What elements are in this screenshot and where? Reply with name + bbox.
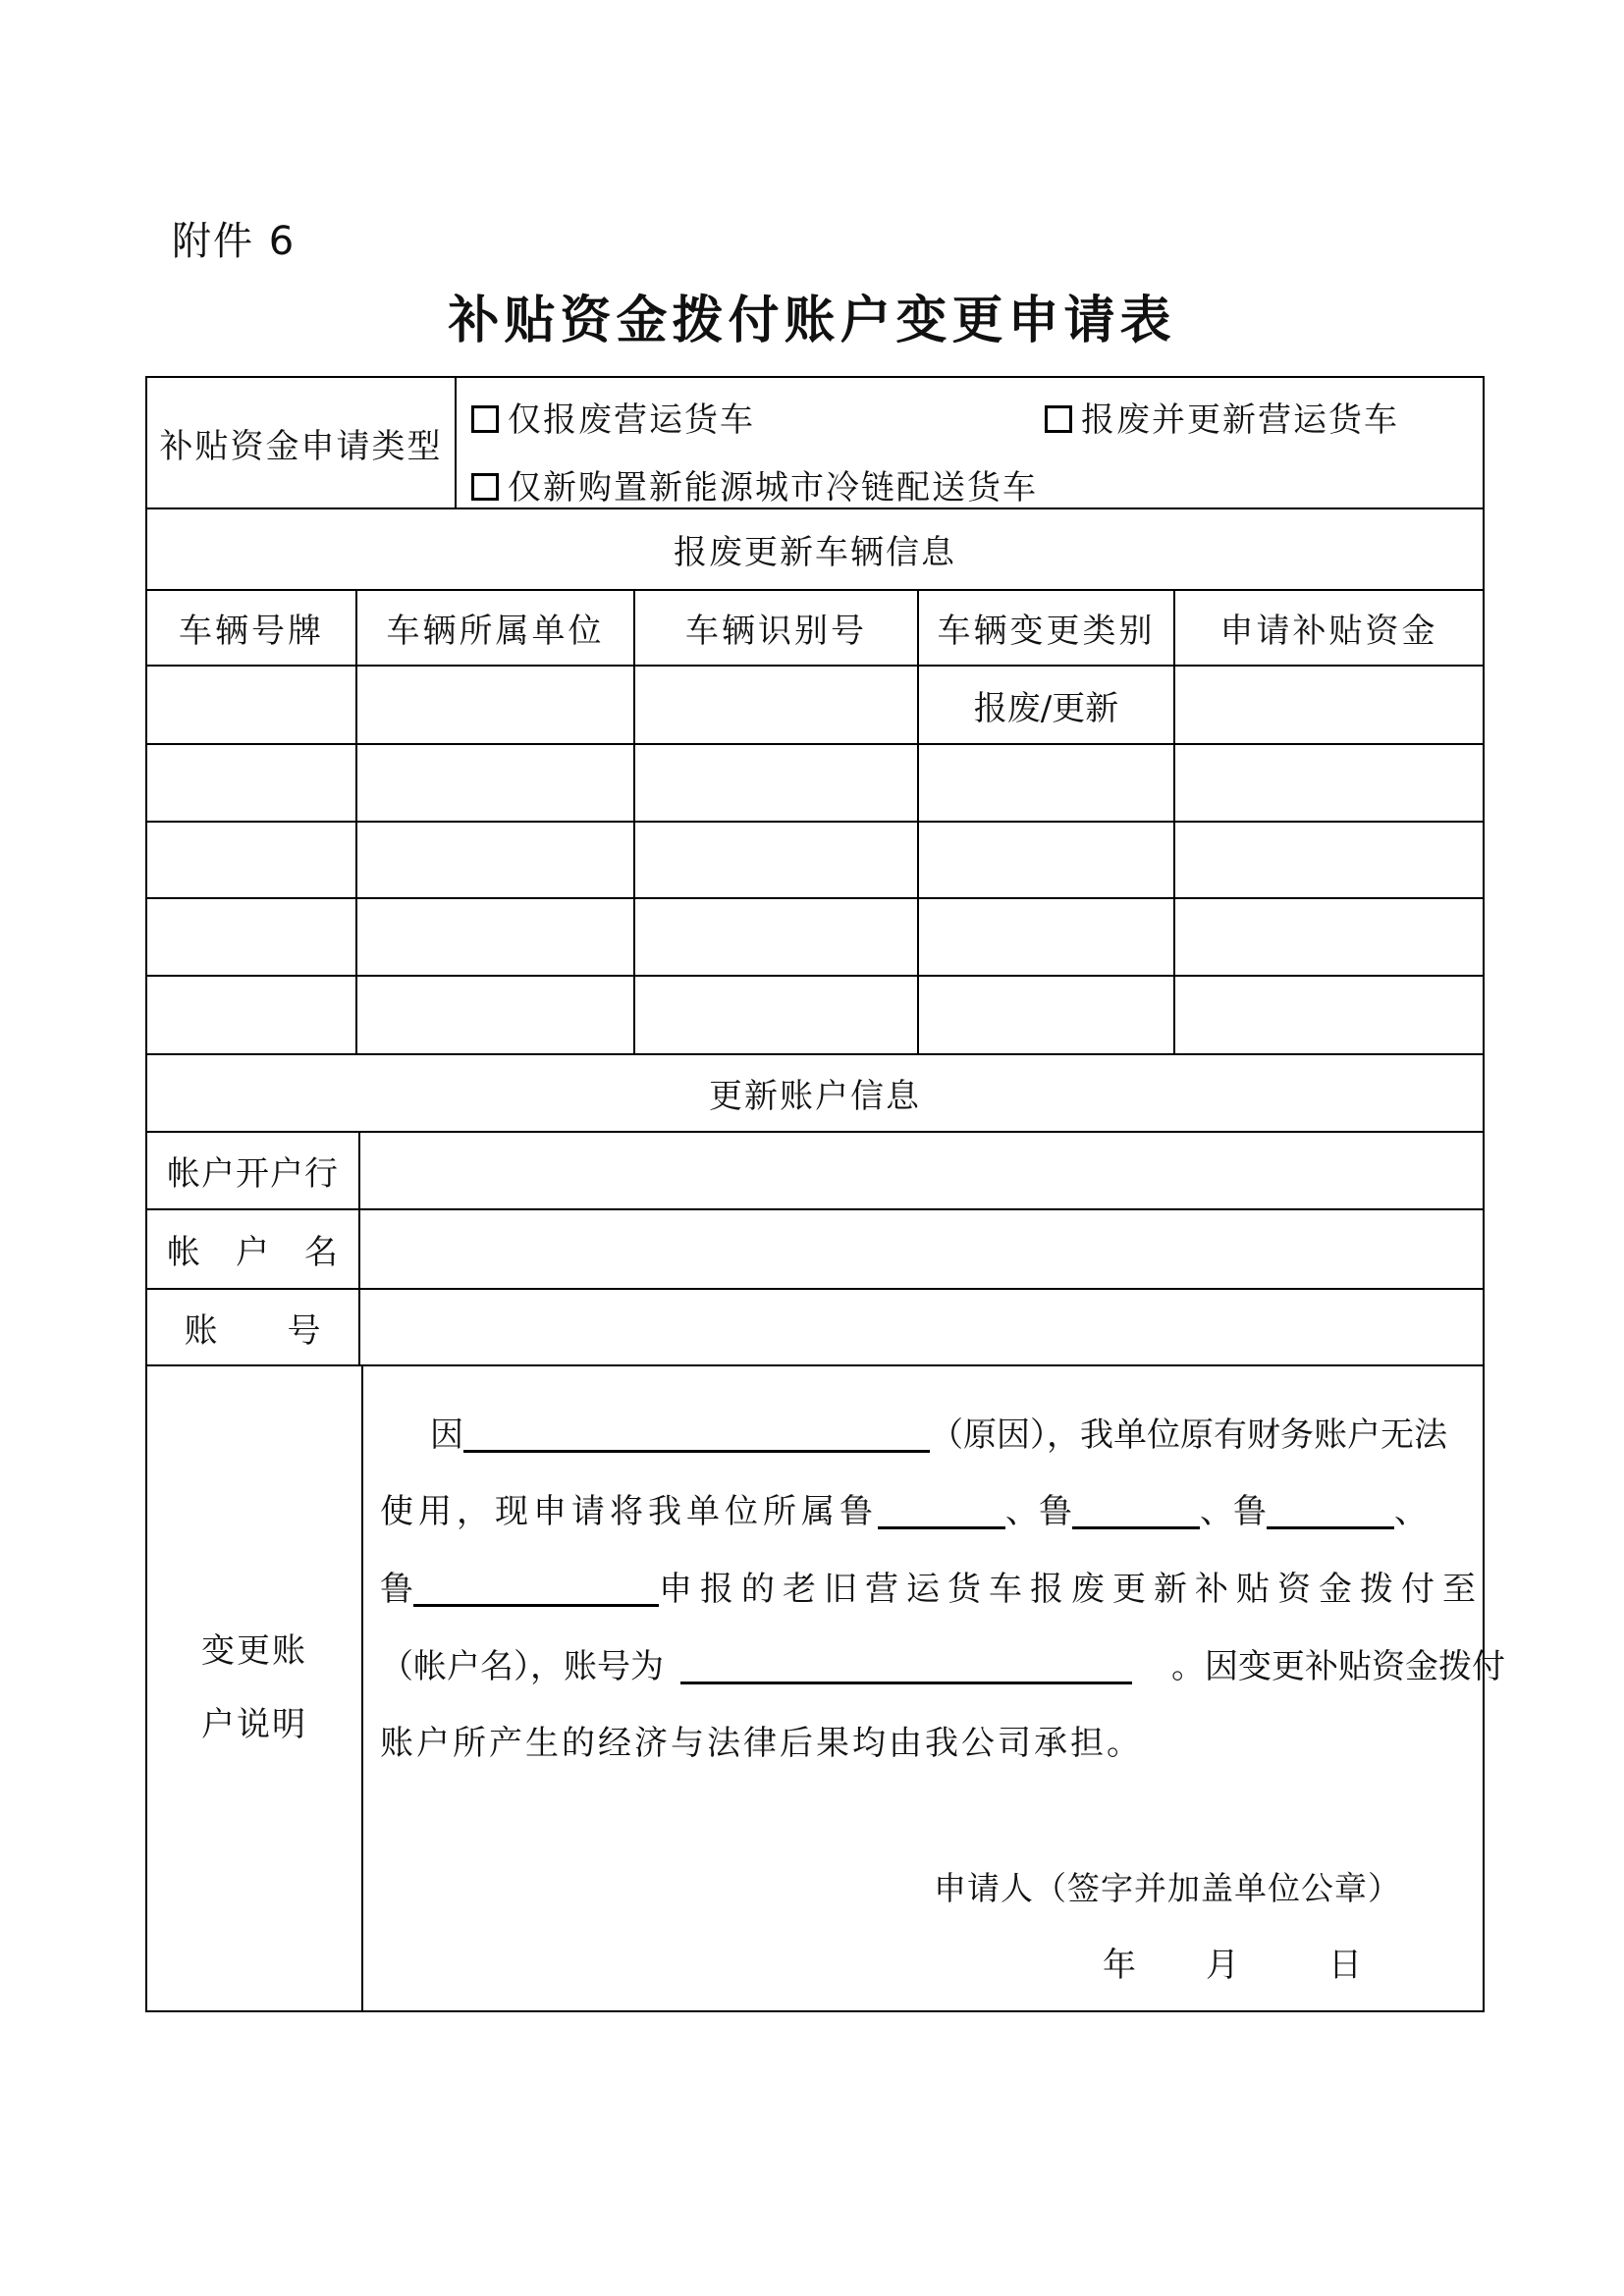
vehicle-cell-vin[interactable] <box>633 745 917 821</box>
attachment-label: 附件 6 <box>172 219 297 264</box>
statement-line-3: 鲁 申报的老旧营运货车报废更新补贴资金拨付至 <box>380 1570 1484 1609</box>
date-year-label: 年 <box>1103 1946 1136 1985</box>
application-form-table <box>145 376 1505 2012</box>
vehicle-cell-plate[interactable] <box>147 745 355 821</box>
vehicle-cell-vin[interactable] <box>633 667 917 743</box>
page-title: 补贴资金拨付账户变更申请表 <box>448 291 1176 350</box>
vehicle-cell-amount[interactable] <box>1173 667 1483 743</box>
vehicle-cell-vin[interactable] <box>633 899 917 975</box>
col-header-subsidy-amount: 申请补贴资金 <box>1173 591 1483 665</box>
statement-line-2: 使用，现申请将我单位所属鲁 、鲁 、鲁 、 <box>380 1492 1428 1531</box>
vehicle-section-title-cell <box>147 509 1483 589</box>
col-header-owner: 车辆所属单位 <box>355 591 633 665</box>
vehicle-cell-plate[interactable] <box>147 823 355 897</box>
vehicle-cell-owner[interactable] <box>355 667 633 743</box>
plate-blank[interactable] <box>413 1574 659 1607</box>
account-number-label-cell: 账 号 <box>184 1310 322 1351</box>
col-header-change-type: 车辆变更类别 <box>917 591 1173 665</box>
change-type-value: 报废/更新 <box>973 688 1119 728</box>
col-header-vin: 车辆识别号 <box>633 591 917 665</box>
signature-line: 申请人（签字并加盖单位公章） <box>934 1869 1401 1907</box>
vehicle-cell-owner[interactable] <box>355 745 633 821</box>
subsidy-type-label: 补贴资金申请类型 <box>159 426 443 466</box>
plate-blank[interactable] <box>1072 1496 1200 1529</box>
vehicle-data-row <box>147 665 1483 743</box>
vehicle-cell-change-type[interactable] <box>917 667 1173 743</box>
option-label: 仅报废营运货车 <box>508 400 755 440</box>
date-day-label: 日 <box>1328 1946 1362 1985</box>
vehicle-cell-owner[interactable] <box>355 899 633 975</box>
account-bank-value-cell[interactable] <box>358 1133 1483 1208</box>
option-scrap-only[interactable] <box>471 400 755 440</box>
statement-line-1: 因 （原因），我单位原有财务账户无法 <box>430 1415 1447 1455</box>
statement-line-5: 账户所产生的经济与法律后果均由我公司承担。 <box>380 1724 1143 1763</box>
account-name-label-cell: 帐 户 名 <box>167 1233 339 1272</box>
account-number-blank[interactable] <box>680 1651 1132 1684</box>
statement-body-cell <box>361 1366 1505 2010</box>
col-header-plate: 车辆号牌 <box>179 612 324 651</box>
vehicle-cell-amount[interactable] <box>1173 745 1483 821</box>
option-label: 报废并更新营运货车 <box>1081 400 1399 440</box>
account-bank-label-cell: 帐户开户行 <box>167 1154 339 1194</box>
subsidy-type-options-cell <box>455 378 1483 507</box>
checkbox-icon[interactable] <box>471 473 499 501</box>
option-label: 仅新购置新能源城市冷链配送货车 <box>508 468 1038 507</box>
statement-label-line1: 变更账 <box>201 1631 307 1671</box>
vehicle-cell-plate[interactable] <box>147 899 355 975</box>
vehicle-cell-change-type[interactable] <box>917 745 1173 821</box>
vehicle-cell-owner[interactable] <box>355 977 633 1053</box>
vehicle-cell-change-type[interactable] <box>917 899 1173 975</box>
plate-blank[interactable] <box>1267 1496 1394 1529</box>
subsidy-type-row <box>147 378 1483 507</box>
vehicle-cell-vin[interactable] <box>633 977 917 1053</box>
vehicle-section-title: 报废更新车辆信息 <box>674 533 956 572</box>
date-line <box>1103 1946 1362 1985</box>
checkbox-icon[interactable] <box>471 405 499 433</box>
subsidy-type-label-cell <box>147 378 455 507</box>
statement-row <box>147 1364 1505 2010</box>
account-section-title: 更新账户信息 <box>709 1077 921 1116</box>
vehicle-data-row <box>147 897 1483 975</box>
option-scrap-and-renew[interactable] <box>1045 400 1399 440</box>
date-month-label: 月 <box>1206 1946 1239 1985</box>
reason-blank[interactable] <box>463 1419 930 1453</box>
vehicle-data-row <box>147 821 1483 897</box>
vehicle-cell-plate[interactable] <box>147 977 355 1053</box>
checkbox-icon[interactable] <box>1045 405 1072 433</box>
statement-label-line2: 户说明 <box>201 1705 307 1744</box>
vehicle-cell-plate[interactable] <box>147 667 355 743</box>
plate-blank[interactable] <box>878 1496 1005 1529</box>
vehicle-columns-header-row <box>147 589 1483 665</box>
account-section-title-cell <box>147 1055 1483 1131</box>
vehicle-cell-vin[interactable] <box>633 823 917 897</box>
account-name-value-cell[interactable] <box>358 1210 1483 1288</box>
account-section-header-row <box>147 1053 1483 1131</box>
vehicle-section-header-row <box>147 507 1483 589</box>
account-number-row <box>147 1288 1483 1364</box>
vehicle-data-row <box>147 743 1483 821</box>
account-number-value-cell[interactable] <box>358 1290 1483 1364</box>
option-new-energy-coldchain[interactable] <box>471 468 1038 507</box>
vehicle-cell-amount[interactable] <box>1173 977 1483 1053</box>
vehicle-cell-amount[interactable] <box>1173 823 1483 897</box>
account-bank-row <box>147 1131 1483 1208</box>
statement-label-cell <box>147 1366 361 2010</box>
statement-line-4: （帐户名），账号为 。因变更补贴资金拨付 <box>380 1647 1505 1686</box>
vehicle-cell-change-type[interactable] <box>917 977 1173 1053</box>
account-name-row <box>147 1208 1483 1288</box>
vehicle-data-row <box>147 975 1483 1053</box>
vehicle-cell-amount[interactable] <box>1173 899 1483 975</box>
vehicle-cell-change-type[interactable] <box>917 823 1173 897</box>
vehicle-cell-owner[interactable] <box>355 823 633 897</box>
